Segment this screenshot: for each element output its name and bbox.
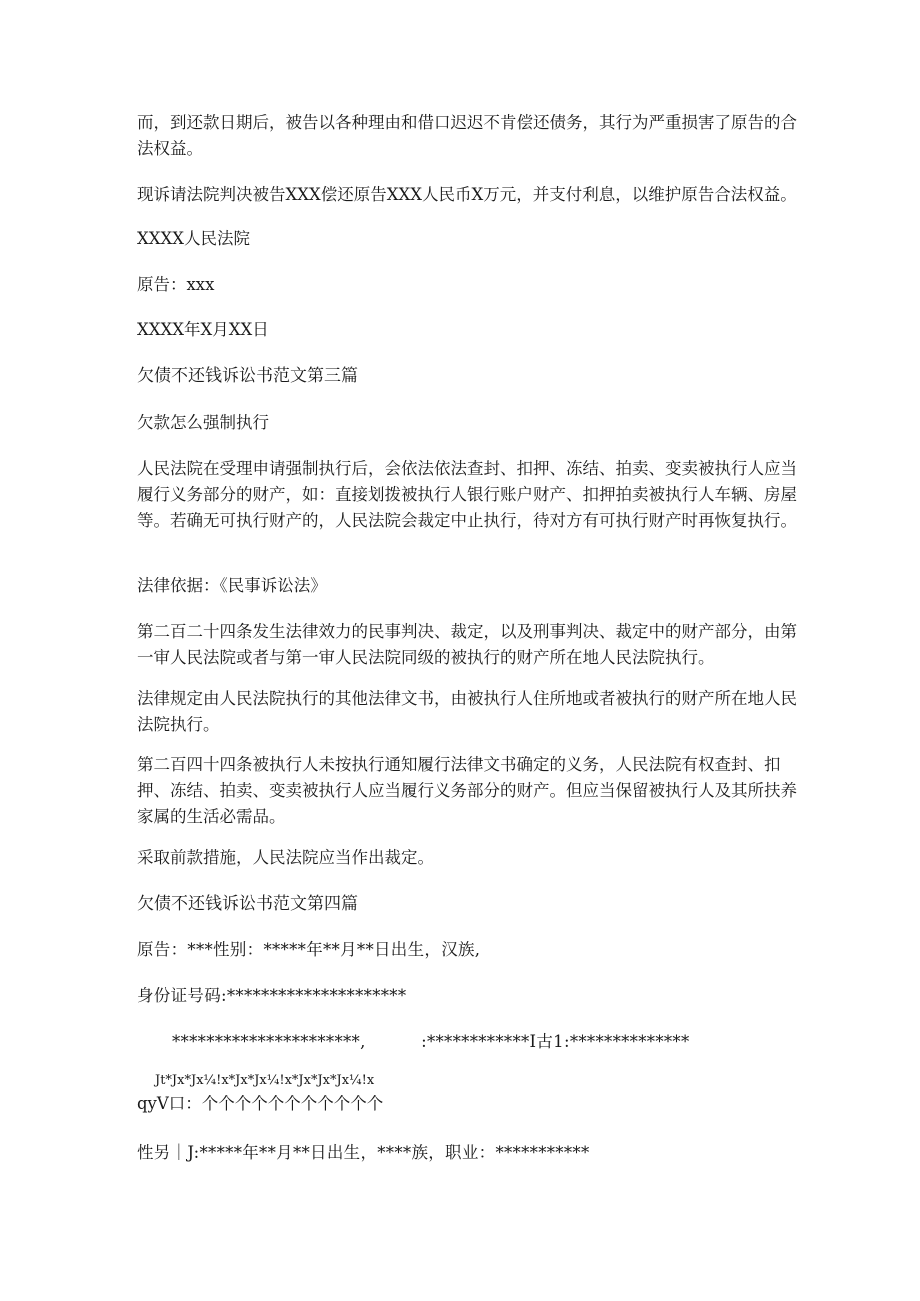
garbled-address-line: **********************, :************I古1:**************: [172, 1032, 690, 1051]
section-heading-third: 欠债不还钱诉讼书范文第三篇: [137, 366, 358, 386]
plaintiff-info: 原告：***性别：*****年**月**日出生，汉族,: [137, 940, 481, 959]
date-line: XXXX年X月XX日: [137, 320, 269, 339]
id-number: 身份证号码:*********************: [137, 986, 407, 1005]
garbled-line-a: Jt*Jx*Jx¼!x*Jx*Jx¼!x*Jx*Jx*Jx¼!x: [155, 1073, 375, 1088]
plaintiff-line: 原告：xxx: [137, 275, 215, 294]
legal-basis: 法律依据：《民事诉讼法》: [137, 576, 327, 595]
paragraph-ruling: 采取前款措施，人民法院应当作出裁定。: [137, 848, 434, 867]
paragraph-debt-refusal: 而，到还款日期后，被告以各种理由和借口迟迟不肯偿还债务，其行为严重损害了原告的合法权益。: [137, 113, 797, 158]
garbled-line-b: qyV口：个个个个个个个个个个个: [137, 1094, 384, 1113]
court-name: XXXX人民法院: [137, 229, 250, 248]
article-224: 第二百二十四条发生法律效力的民事判决、裁定，以及刑事判决、裁定中的财产部分，由第一审人民法院或者与第一审人民法院同级的被执行的财产所在地人民法院执行。: [137, 622, 797, 667]
paragraph-claim: 现诉请法院判决被告XXX偿还原告XXX人民币X万元，并支付利息，以维护原告合法权益。: [137, 185, 797, 204]
paragraph-other-documents: 法律规定由人民法院执行的其他法律文书，由被执行人住所地或者被执行的财产所在地人民法院执行。: [137, 689, 797, 734]
article-244: 第二百四十四条被执行人未按执行通知履行法律文书确定的义务，人民法院有权查封、扣押、冻结、拍卖、变卖被执行人应当履行义务部分的财产。但应当保留被执行人及其所扶养家属的生活必需品。: [137, 755, 797, 826]
subheading-enforcement: 欠款怎么强制执行: [137, 413, 269, 432]
section-heading-fourth: 欠债不还钱诉讼书范文第四篇: [137, 894, 358, 914]
paragraph-enforcement: 人民法院在受理申请强制执行后，会依法依法查封、扣押、冻结、拍卖、变卖被执行人应当履行义务部分的财产，如：直接划拨被执行人银行账户财产、扣押拍卖被执行人车辆、房屋等。若确无可执行财产的，人民法院会裁定中止执行，待对方有可执行财产时再恢复执行。: [137, 459, 797, 530]
defendant-info: 性另｜J:*****年**月**日出生，****族，职业：***********: [137, 1143, 590, 1162]
